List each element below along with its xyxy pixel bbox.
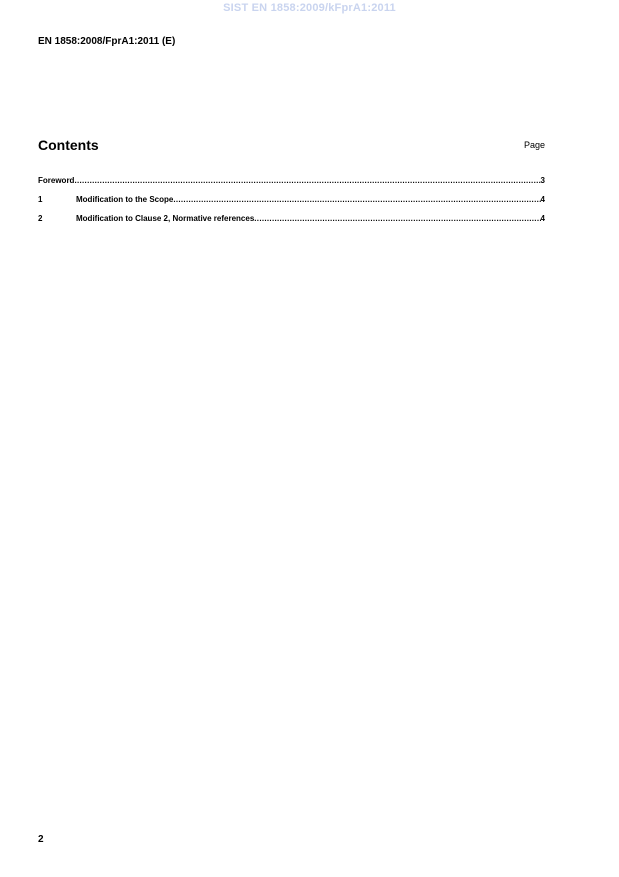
toc-entry-title: Modification to the Scope — [76, 195, 174, 204]
toc-entry-title: Foreword — [38, 176, 75, 185]
document-reference: EN 1858:2008/FprA1:2011 (E) — [38, 36, 176, 47]
contents-heading: Contents — [38, 137, 99, 153]
toc-entry-page: 3 — [540, 176, 545, 185]
page-column-label: Page — [523, 140, 545, 150]
toc-entry-page: 4 — [540, 195, 545, 204]
toc-leader-dots — [173, 195, 540, 204]
toc-entry-number: 1 — [38, 195, 43, 204]
toc-entry-number: 2 — [38, 214, 43, 223]
toc-leader-dots — [254, 214, 540, 223]
toc-leader-dots — [74, 176, 540, 185]
toc-entry-foreword[interactable] — [38, 176, 545, 188]
page-number: 2 — [38, 834, 44, 845]
toc-entry-scope[interactable] — [38, 195, 545, 207]
table-of-contents — [38, 176, 545, 233]
toc-entry-title: Modification to Clause 2, Normative references — [76, 214, 255, 223]
toc-entry-normative-references[interactable] — [38, 214, 545, 226]
watermark-text: SIST EN 1858:2009/kFprA1:2011 — [223, 2, 396, 14]
toc-entry-page: 4 — [540, 214, 545, 223]
